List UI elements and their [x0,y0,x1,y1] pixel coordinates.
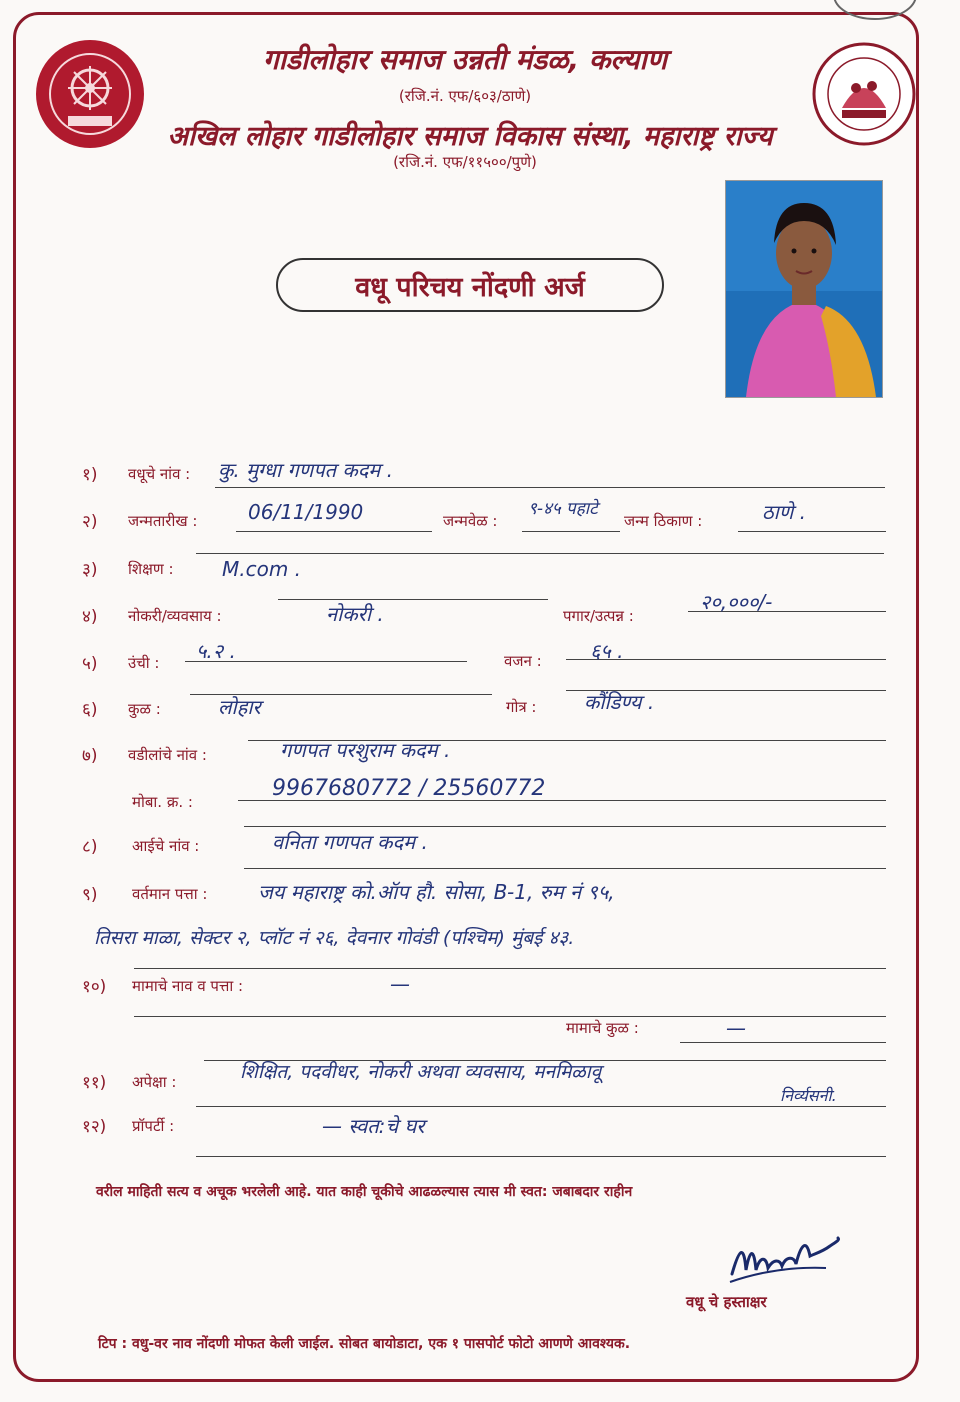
weight-label: वजन : [504,652,542,670]
expectation-value-line-2: निर्व्यसनी. [780,1086,837,1105]
field-number: ८) [82,837,98,857]
left-seal-emblem [34,38,146,150]
height-value: ५.२ . [196,639,236,663]
education-label: शिक्षण : [128,560,174,578]
salary-value: २०,०००/- [700,590,773,614]
mobile-label: मोबा. क्र. : [132,793,193,811]
kul-label: कुळ : [128,700,161,718]
job-line [278,599,548,600]
job-value: नोकरी . [326,602,384,626]
address-line-1 [244,868,886,869]
field-number: १) [82,465,98,485]
property-label: प्रॉपर्टी : [132,1117,175,1135]
org-registration-secondary: (रजि.नं. एफ/११५००/पुणे) [393,153,537,171]
birth-time-label: जन्मवेळ : [443,512,498,530]
mama-value: — [390,972,410,996]
birth-place-line [738,531,886,532]
bride-name-label: वधूचे नांव : [128,465,191,483]
expectation-value: शिक्षित, पदवीधर, नोकरी अथवा व्यवसाय, मनमिळावू [240,1061,602,1083]
note-text: टिप : वधु-वर नाव नोंदणी मोफत केली जाईल. सोबत बायोडाटा, एक १ पासपोर्ट फोटो आणणे आवश्यक. [98,1336,631,1352]
gotra-value: कौंडिण्य . [584,690,655,714]
org-name-secondary: अखिल लोहार गाडीलोहार समाज विकास संस्था, महाराष्ट्र राज्य [167,121,773,152]
job-label: नोकरी/व्यवसाय : [128,607,222,625]
address-line-2 [134,968,886,969]
expectation-label: अपेक्षा : [132,1073,177,1091]
gotra-label: गोत्र : [506,698,537,716]
father-name-value: गणपत परशुराम कदम . [280,738,451,762]
birth-place-value: ठाणे . [762,500,806,524]
salary-label: पगार/उत्पन्न : [563,607,634,625]
birth-time-line [522,531,620,532]
mama-label: मामाचे नाव व पत्ता : [132,977,244,995]
field-number: २) [82,512,98,532]
weight-value: ६५ . [590,639,624,663]
mother-name-line [244,826,886,827]
property-value: — स्वत:चे घर [322,1114,425,1138]
mama-kul-value: — [726,1016,746,1040]
mother-name-label: आईचे नांव : [132,837,200,855]
org-registration-primary: (रजि.नं. एफ/६०३/ठाणे) [398,87,532,105]
address-label: वर्तमान पत्ता : [132,885,208,903]
org-name-primary: गाडीलोहार समाज उन्नती मंडळ, कल्याण [263,43,667,76]
field-number: ९) [82,885,98,905]
mother-name-value: वनिता गणपत कदम . [272,830,428,854]
property-line-2 [196,1156,886,1157]
father-name-label: वडीलांचे नांव : [128,746,207,764]
bride-signature [726,1226,846,1288]
bride-name-value: कु. मुग्धा गणपत कदम . [218,458,393,482]
mama-line [134,1016,886,1017]
education-value: M.com . [222,557,302,581]
field-number: १२) [82,1117,107,1137]
dob-value: 06/11/1990 [248,500,364,524]
declaration-text: वरील माहिती सत्य व अचूक भरलेली आहे. यात काही चूकीचे आढळल्यास त्यास मी स्वत: जबाबदार राहीन [96,1184,633,1200]
dob-line [236,531,432,532]
bride-name-line [215,487,885,488]
property-line-1 [196,1106,886,1107]
height-label: उंची : [128,654,160,672]
right-seal-emblem [812,38,916,150]
field-number: ५) [82,654,98,674]
signature-label: वधू चे हस्ताक्षर [686,1293,767,1311]
bride-photo [725,180,883,398]
field-number: ७) [82,746,98,766]
dob-label: जन्मतारीख : [128,512,198,530]
mobile-value: 9967680772 / 25560772 [272,776,546,801]
kul-value: लोहार [218,695,261,719]
field-number: ४) [82,607,98,627]
address-value-line-1: जय महाराष्ट्र को.ऑप हौ. सोसा, B-1, रुम नं ९५, [258,880,615,904]
birth-place-label: जन्म ठिकाण : [624,512,703,530]
field-number: ६) [82,700,98,720]
education-line [196,553,884,554]
form-title: वधू परिचय नोंदणी अर्ज [276,258,664,312]
birth-time-value: ९-४५ पहाटे [528,499,598,519]
mama-kul-label: मामाचे कुळ : [566,1019,639,1037]
field-number: ३) [82,560,98,580]
address-value-line-2: तिसरा माळा, सेक्टर २, प्लॉट नं २६, देवनार गोवंडी (पश्चिम) मुंबई ४३. [94,927,575,949]
field-number: ११) [82,1073,107,1093]
mama-kul-line [680,1042,886,1043]
field-number: १०) [82,977,107,997]
